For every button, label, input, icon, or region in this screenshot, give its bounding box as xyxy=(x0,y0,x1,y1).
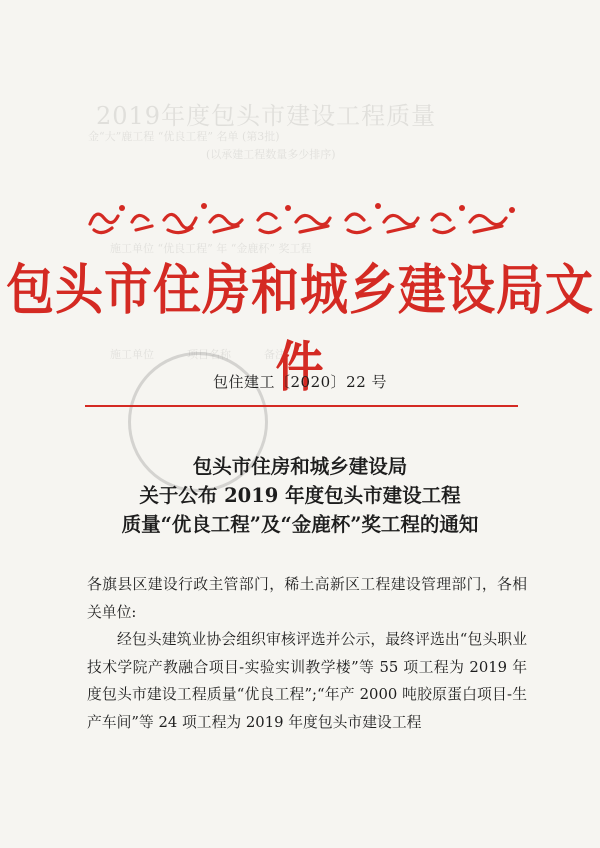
bleed-through-line: (以承建工程数量多少排序) xyxy=(206,148,336,161)
document-header-title: 包头市住房和城乡建设局文件 xyxy=(5,259,594,400)
notice-title xyxy=(0,452,600,539)
notice-body xyxy=(87,571,527,736)
bleed-through-title: 2019年度包头市建设工程质量 xyxy=(96,102,437,130)
notice-title-line: 关于公布 2019 年度包头市建设工程 xyxy=(139,484,461,507)
notice-title-line: 包头市住房和城乡建设局 xyxy=(192,455,408,478)
paragraph: 经包头建筑业协会组织审核评选并公示，最终评选出“包头职业技术学院产教融合项目-实验实训教学楼”等 55 项工程为 2019 年度包头市建设工程质量“优良工程”;“年产 2000 吨胶原蛋白项目-生产车间”等 24 项工程为 2019 年度包头市建设工程 xyxy=(87,631,527,731)
bleed-through-line: 金“大”鹿工程 “优良工程” 名单 (第3批) xyxy=(88,130,280,143)
red-divider xyxy=(85,405,518,407)
mongolian-script-title xyxy=(82,196,522,244)
notice-title-line: 质量“优良工程”及“金鹿杯”奖工程的通知 xyxy=(121,513,479,536)
bleed-through-line: 施工单位 项目名称 备注 xyxy=(110,348,286,361)
addressee: 各旗县区建设行政主管部门，稀土高新区工程建设管理部门，各相关单位: xyxy=(87,576,527,621)
bleed-through-line: 施工单位 “优良工程” 年 “金鹿杯” 奖工程 xyxy=(110,242,312,255)
document-number: 包住建工〔2020〕22 号 xyxy=(212,373,388,391)
